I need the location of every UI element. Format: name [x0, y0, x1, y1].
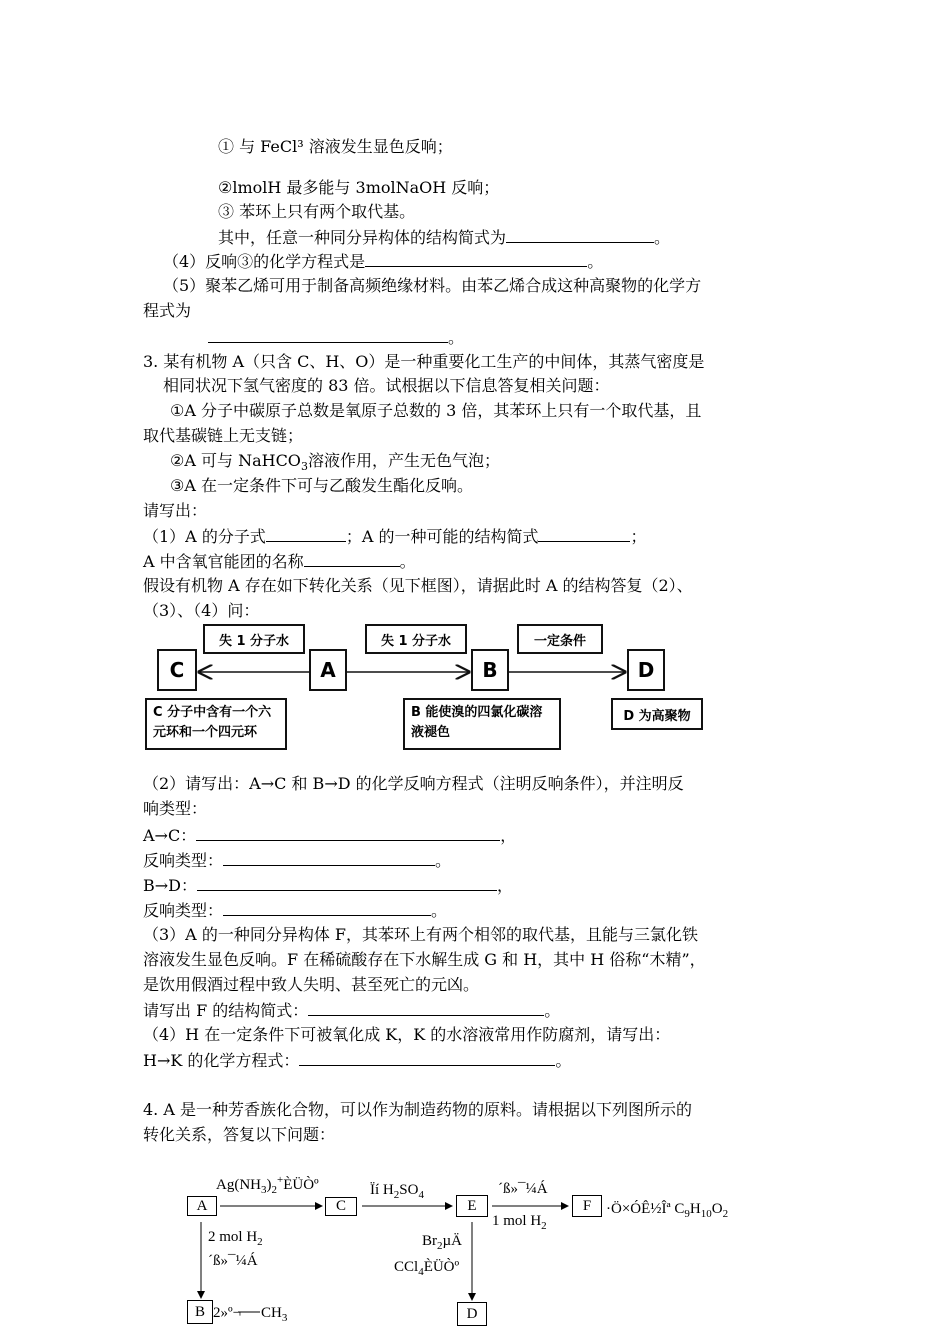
q3-info-2b: 溶液作用，产生无色气泡；: [307, 451, 500, 470]
answer-blank[interactable]: [196, 824, 500, 841]
cond-a-b-h2: [208, 1228, 263, 1246]
rxn-node-d: D: [457, 1302, 487, 1326]
rxn-node-b: B: [187, 1300, 213, 1324]
note-c-line1: C 分子中含有一个六: [153, 705, 272, 720]
punct: 。: [587, 252, 604, 271]
q3-part1-b: ；A 的一种可能的结构简式: [345, 527, 539, 546]
condition-2: ②lmolH 最多能与 3molNaOH 反响；: [218, 178, 500, 197]
cond-part: ÈÜÒº: [423, 1259, 460, 1275]
subscript: 2: [722, 1208, 729, 1220]
node-a: A: [309, 649, 347, 691]
q3-info-2a: ②A 可与 NaHCO: [170, 451, 301, 470]
q3-assume-2: （3）、（4）问：: [143, 601, 260, 620]
q5-answer-line: [208, 326, 464, 348]
answer-blank[interactable]: [304, 550, 400, 567]
answer-blank[interactable]: [299, 1049, 555, 1066]
q4-stem-1: 4. A 是一种芳香族化合物，可以作为制造药物的原料。请根据以下列图所示的: [143, 1100, 692, 1119]
type-line-1: [143, 849, 451, 871]
subscript: 3: [261, 1184, 267, 1196]
q3-info-1b: 取代基碳链上无支链；: [143, 426, 304, 445]
a-to-c-line: [143, 824, 516, 846]
subscript: 2: [271, 1184, 277, 1196]
f-structure-line: [143, 999, 560, 1021]
cond-part: ÈÜÒº: [283, 1177, 319, 1193]
note-b: [403, 698, 561, 750]
cond-part: Br: [422, 1233, 437, 1249]
q3-part3-1: （3）A 的一种同分异构体 F，其苯环上有两个相邻的取代基，且能与三氯化铁: [143, 925, 699, 944]
punct: 。: [399, 552, 416, 571]
rxn-node-a: A: [187, 1196, 217, 1216]
subscript: 10: [700, 1208, 712, 1220]
cond-part: Ag(NH: [216, 1177, 261, 1193]
cond-part: 1 mol H: [492, 1213, 542, 1229]
punct: ，: [500, 826, 517, 845]
subscript: 9: [684, 1208, 690, 1220]
q3-stem-1: 3. 某有机物 A（只含 C、H、O）是一种重要化工生产的中间体，其蒸气密度是: [143, 352, 705, 371]
note-b-line2: 液褪色: [411, 725, 451, 740]
h-to-k-line: [143, 1049, 571, 1071]
subscript: 2: [257, 1236, 263, 1248]
q4-text: （4）反响③的化学方程式是: [163, 252, 366, 271]
type-line-2: [143, 899, 447, 921]
condition-3: ③ 苯环上只有两个取代基。: [218, 202, 416, 221]
q3-write: 请写出：: [143, 501, 208, 520]
cond-part: Ïí H: [370, 1182, 394, 1198]
subscript: 3: [300, 460, 308, 474]
answer-blank[interactable]: [506, 226, 654, 243]
answer-blank[interactable]: [266, 525, 346, 542]
subscript: 4: [418, 1266, 424, 1278]
subscript: 2: [393, 1189, 400, 1201]
b-to-d-line: [143, 874, 513, 896]
subscript: 2: [541, 1220, 547, 1232]
type-label-1: 反响类型：: [143, 851, 224, 870]
b-structure-ch3: [261, 1304, 287, 1322]
label-condition: 一定条件: [517, 624, 603, 654]
punct: 。: [431, 901, 448, 920]
note-d: D 为高聚物: [611, 698, 703, 730]
rxn-node-e: E: [456, 1195, 488, 1217]
flow-diagram: [143, 620, 803, 755]
cond-part: CCl: [394, 1259, 419, 1275]
condition-1: ① 与 FeCl³ 溶液发生显色反响；: [218, 137, 453, 156]
subscript: 4: [418, 1189, 424, 1201]
q3-info-2: [170, 450, 500, 472]
cond-e-d-ccl4: [394, 1258, 459, 1276]
cond-c-e: [370, 1181, 424, 1199]
isomer-line: [218, 226, 670, 248]
cond-a-b-catalyst: ´ß»¯¼Á: [208, 1253, 258, 1269]
answer-blank[interactable]: [365, 250, 587, 267]
punct: 。: [448, 328, 465, 347]
label-lose-water-2: 失 1 分子水: [365, 624, 467, 654]
q5-line-2: 程式为: [143, 301, 192, 320]
punct: ，: [497, 876, 514, 895]
subscript: 3: [281, 1312, 288, 1324]
b-to-d-label: B→D：: [143, 876, 197, 895]
subscript: 2: [437, 1240, 443, 1252]
cond-part: 2 mol H: [208, 1229, 258, 1245]
q3-part1-c: [143, 550, 416, 572]
cond-a-c: [216, 1176, 319, 1194]
cond-part: ): [266, 1177, 272, 1193]
answer-blank[interactable]: [223, 899, 431, 916]
isomer-text: 其中，任意一种同分异构体的结构简式为: [218, 228, 507, 247]
q3-part4: （4）H 在一定条件下可被氧化成 K，K 的水溶液常用作防腐剂，请写出：: [143, 1025, 671, 1044]
note-c-line2: 元环和一个四元环: [153, 725, 258, 740]
formula-f: [606, 1200, 728, 1218]
note-c: [145, 698, 287, 750]
cond-e-f-h2: [492, 1212, 547, 1230]
formula-part: ·Ö×ÓÊ½Îª C: [606, 1201, 685, 1217]
answer-blank[interactable]: [208, 326, 448, 343]
q3-assume: 假设有机物 A 存在如下转化关系（见下框图），请据此时 A 的结构答复（2）、: [143, 576, 693, 595]
q3-part2: （2）请写出：A→C 和 B→D 的化学反响方程式（注明反响条件），并注明反: [143, 774, 684, 793]
note-b-line1: B 能使溴的四氯化碳溶: [411, 705, 543, 720]
node-b: B: [471, 649, 509, 691]
punct: 。: [654, 228, 671, 247]
reaction-diagram: [180, 1170, 780, 1340]
q3-part1: [143, 525, 647, 547]
b-structure-text: 2»º¬: [213, 1305, 242, 1321]
f-structure-label: 请写出 F 的结构简式：: [143, 1001, 309, 1020]
cond-part: SO: [399, 1182, 419, 1198]
q4-line: [163, 250, 603, 272]
answer-blank[interactable]: [538, 525, 630, 542]
rxn-node-f: F: [572, 1195, 602, 1217]
formula-part: H: [689, 1201, 701, 1217]
q3-part3-2: 溶液发生显色反响。F 在稀硫酸存在下水解生成 G 和 H，其中 H 俗称“木精”，: [143, 950, 706, 969]
q3-part2-b: 响类型：: [143, 799, 208, 818]
cond-e-f-catalyst: ´ß»¯¼Á: [498, 1181, 548, 1197]
h-to-k-label: H→K 的化学方程式：: [143, 1051, 300, 1070]
node-d: D: [627, 649, 665, 691]
cond-e-d-br2: [422, 1232, 462, 1250]
cond-part: µÄ: [442, 1233, 462, 1249]
punct: 。: [555, 1051, 572, 1070]
node-c: C: [157, 649, 197, 691]
superscript: +: [277, 1174, 284, 1186]
answer-blank[interactable]: [308, 999, 544, 1016]
q3-part1-a: （1）A 的分子式: [143, 527, 266, 546]
q4-stem-2: 转化关系，答复以下问题：: [143, 1125, 336, 1144]
formula-part: CH: [261, 1305, 282, 1321]
formula-part: O: [711, 1201, 723, 1217]
rxn-node-c: C: [325, 1197, 357, 1216]
q3-part1-c-text: A 中含氧官能团的名称: [143, 552, 304, 571]
q5-line: （5）聚苯乙烯可用于制备高频绝缘材料。由苯乙烯合成这种高聚物的化学方: [163, 276, 702, 295]
a-to-c-label: A→C：: [143, 826, 197, 845]
label-lose-water-1: 失 1 分子水: [203, 624, 305, 654]
punct: ；: [630, 527, 647, 546]
punct: 。: [544, 1001, 561, 1020]
q3-stem-2: 相同状况下氢气密度的 83 倍。试根据以下信息答复相关问题：: [163, 376, 610, 395]
answer-blank[interactable]: [197, 874, 497, 891]
answer-blank[interactable]: [223, 849, 435, 866]
q3-info-1: ①A 分子中碳原子总数是氧原子总数的 3 倍，其苯环上只有一个取代基，且: [170, 401, 702, 420]
type-label-2: 反响类型：: [143, 901, 224, 920]
q3-part3-3: 是饮用假酒过程中致人失明、甚至死亡的元凶。: [143, 975, 480, 994]
q3-info-3: ③A 在一定条件下可与乙酸发生酯化反响。: [170, 476, 473, 495]
punct: 。: [435, 851, 452, 870]
